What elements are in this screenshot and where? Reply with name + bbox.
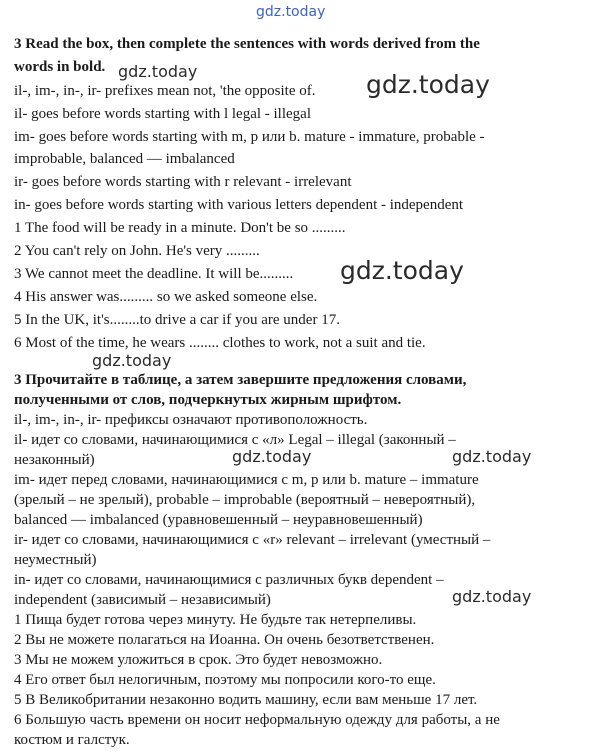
english-heading-line1: 3 Read the box, then complete the sentences with words derived from the: [14, 36, 480, 52]
watermark-text: gdz.today: [118, 62, 198, 81]
russian-rule: im- идет перед словами, начинающимися с m, p или b. mature – immature: [14, 472, 479, 488]
watermark-text: gdz.today: [452, 587, 532, 606]
english-sentence: 6 Most of the time, he wears ........ clothes to work, not a suit and tie.: [14, 335, 426, 351]
russian-sentence: 5 В Великобритании незаконно водить машину, если вам меньше 17 лет.: [14, 692, 478, 708]
russian-rule: independent (зависимый – независимый): [14, 592, 271, 608]
watermark-text: gdz.today: [232, 447, 312, 466]
watermark-text: gdz.today: [452, 447, 532, 466]
russian-rule: in- идет со словами, начинающимися с различных букв dependent –: [14, 572, 444, 588]
russian-rule: balanced — imbalanced (уравновешенный – неуравновешенный): [14, 512, 423, 528]
english-rule: ir- goes before words starting with r relevant - irrelevant: [14, 174, 352, 190]
russian-heading-line2: полученными от слов, подчеркнутых жирным шрифтом.: [14, 392, 402, 408]
english-sentence: 1 The food will be ready in a minute. Don't be so .........: [14, 220, 346, 236]
english-rule: il-, im-, in-, ir- prefixes mean not, 'the opposite of.: [14, 83, 316, 99]
russian-rule: (зрелый – не зрелый), probable – improbable (вероятный – невероятный),: [14, 492, 476, 508]
russian-rule: незаконный): [14, 452, 95, 468]
russian-rule: ir- идет со словами, начинающимися с «r» relevant – irrelevant (уместный –: [14, 532, 491, 548]
english-heading-line2: words in bold.: [14, 59, 106, 75]
watermark-text: gdz.today: [340, 256, 464, 285]
russian-rule: il-, im-, in-, ir- префиксы означают противоположность.: [14, 412, 368, 428]
watermark-text: gdz.today: [256, 4, 326, 20]
russian-rule: il- идет со словами, начинающимися с «л» Legal – illegal (законный –: [14, 432, 456, 448]
english-rule: im- goes before words starting with m, p или b. mature - immature, probable -: [14, 129, 485, 145]
russian-sentence: 4 Его ответ был нелогичным, поэтому мы попросили кого-то еще.: [14, 672, 436, 688]
russian-rule: неуместный): [14, 552, 97, 568]
russian-sentence: костюм и галстук.: [14, 732, 130, 748]
russian-sentence: 6 Большую часть времени он носит неформальную одежду для работы, а не: [14, 712, 500, 728]
russian-sentence: 1 Пища будет готова через минуту. Не будьте так нетерпеливы.: [14, 612, 417, 628]
english-sentence: 2 You can't rely on John. He's very .........: [14, 243, 260, 259]
russian-sentence: 2 Вы не можете полагаться на Иоанна. Он очень безответственен.: [14, 632, 435, 648]
russian-sentence: 3 Мы не можем уложиться в срок. Это будет невозможно.: [14, 652, 383, 668]
english-rule: improbable, balanced — imbalanced: [14, 151, 235, 167]
english-rule: il- goes before words starting with l legal - illegal: [14, 106, 312, 122]
english-sentence: 3 We cannot meet the deadline. It will be.........: [14, 266, 294, 282]
russian-heading-line1: 3 Прочитайте в таблице, а затем завершите предложения словами,: [14, 372, 467, 388]
watermark-text: gdz.today: [92, 351, 172, 370]
english-sentence: 5 In the UK, it's........to drive a car if you are under 17.: [14, 312, 340, 328]
watermark-text: gdz.today: [366, 70, 490, 99]
english-sentence: 4 His answer was......... so we asked someone else.: [14, 289, 318, 305]
english-rule: in- goes before words starting with various letters dependent - independent: [14, 197, 464, 213]
